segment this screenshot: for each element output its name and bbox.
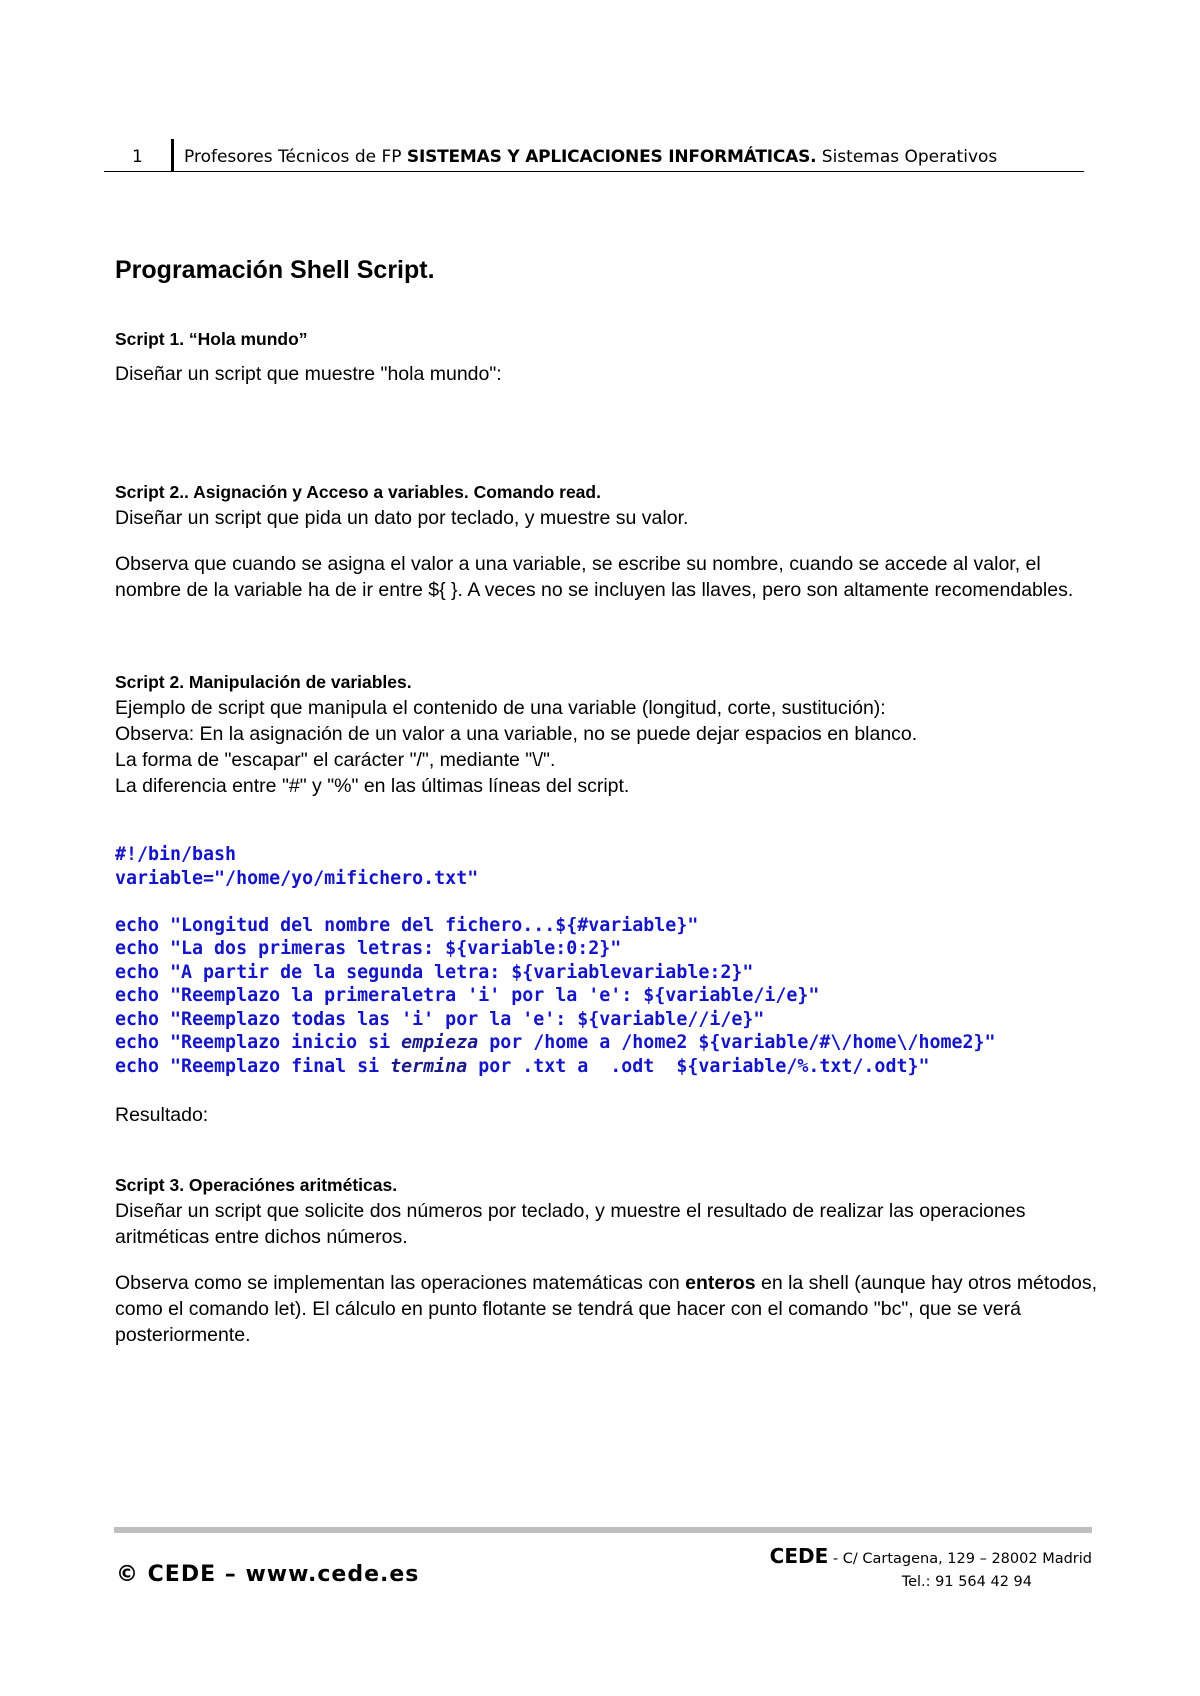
code-block [115, 843, 1105, 1078]
script2b-line1: Ejemplo de script que manipula el contenido de una variable (longitud, corte, sustitución): [115, 697, 886, 719]
footer-copyright: © CEDE – www.cede.es [116, 1562, 420, 1587]
header-bold-title: SISTEMAS Y APLICACIONES INFORMÁTICAS. [406, 147, 817, 167]
script3-note: Observa como se implementan las operaciones matemáticas con enteros en la shell (aunque hay otros métodos, como el comando let). El cálculo en punto flotante se tendrá que hacer con el comando "bc", que se verá posteriormente. [115, 1272, 1098, 1346]
code-line: echo "Longitud del nombre del fichero...${#variable}" [115, 914, 699, 936]
script3-body: Diseñar un script que solicite dos números por teclado, y muestre el resultado de realizar las operaciones aritméticas entre dichos números. [115, 1200, 1026, 1248]
code-line: echo "A partir de la segunda letra: ${variablevariable:2}" [115, 961, 754, 983]
script2b-line3: La forma de "escapar" el carácter "/", mediante "\/". [115, 749, 556, 771]
header-suffix: Sistemas Operativos [821, 147, 998, 167]
script2b-line2: Observa: En la asignación de un valor a una variable, no se puede dejar espacios en blanco. [115, 723, 918, 745]
code-line: variable="/home/yo/mifichero.txt" [115, 867, 479, 889]
header-prefix: Profesores Técnicos de FP [184, 147, 402, 167]
document-title: Programación Shell Script. [115, 256, 435, 284]
script2a-heading: Script 2.. Asignación y Acceso a variables. Comando read. [115, 482, 601, 502]
result-label: Resultado: [115, 1104, 209, 1126]
page-header [104, 137, 1084, 171]
script2b-line4: La diferencia entre "#" y "%" en las últimas líneas del script. [115, 775, 630, 797]
code-line: #!/bin/bash [115, 844, 237, 865]
bold-term: enteros [685, 1272, 756, 1294]
script3-heading: Script 3. Operaciónes aritméticas. [115, 1175, 398, 1195]
document-body [115, 250, 1105, 1348]
script1-body: Diseñar un script que muestre "hola mundo": [115, 363, 502, 385]
script1-heading: Script 1. “Hola mundo” [115, 329, 308, 349]
page-number: 1 [132, 147, 143, 167]
header-text [184, 147, 997, 167]
code-line: echo "Reemplazo todas las 'i' por la 'e': ${variable//i/e}" [115, 1008, 765, 1030]
code-line: echo "Reemplazo la primeraletra 'i' por la 'e': ${variable/i/e}" [115, 985, 820, 1006]
footer-phone: Tel.: 91 564 42 94 [901, 1574, 1032, 1590]
script2b-heading: Script 2. Manipulación de variables. [115, 672, 412, 692]
footer-rule [114, 1527, 1092, 1533]
footer-org: CEDE [769, 1544, 829, 1568]
code-line: echo "Reemplazo final si termina por .txt a .odt ${variable/%.txt/.odt}" [115, 1055, 930, 1077]
code-line: echo "Reemplazo inicio si empieza por /home a /home2 ${variable/#\/home\/home2}" [115, 1032, 996, 1053]
code-line: echo "La dos primeras letras: ${variable:0:2}" [115, 938, 622, 959]
script2a-body: Diseñar un script que pida un dato por teclado, y muestre su valor. [115, 507, 689, 529]
footer-address: CEDE - C/ Cartagena, 129 – 28002 Madrid [769, 1544, 1092, 1568]
header-divider [171, 139, 174, 171]
script2a-note: Observa que cuando se asigna el valor a una variable, se escribe su nombre, cuando se accede al valor, el nombre de la variable ha de ir entre ${ }. A veces no se incluyen las llaves, pero son altamente recomendables. [115, 553, 1074, 601]
header-rule [104, 171, 1084, 172]
